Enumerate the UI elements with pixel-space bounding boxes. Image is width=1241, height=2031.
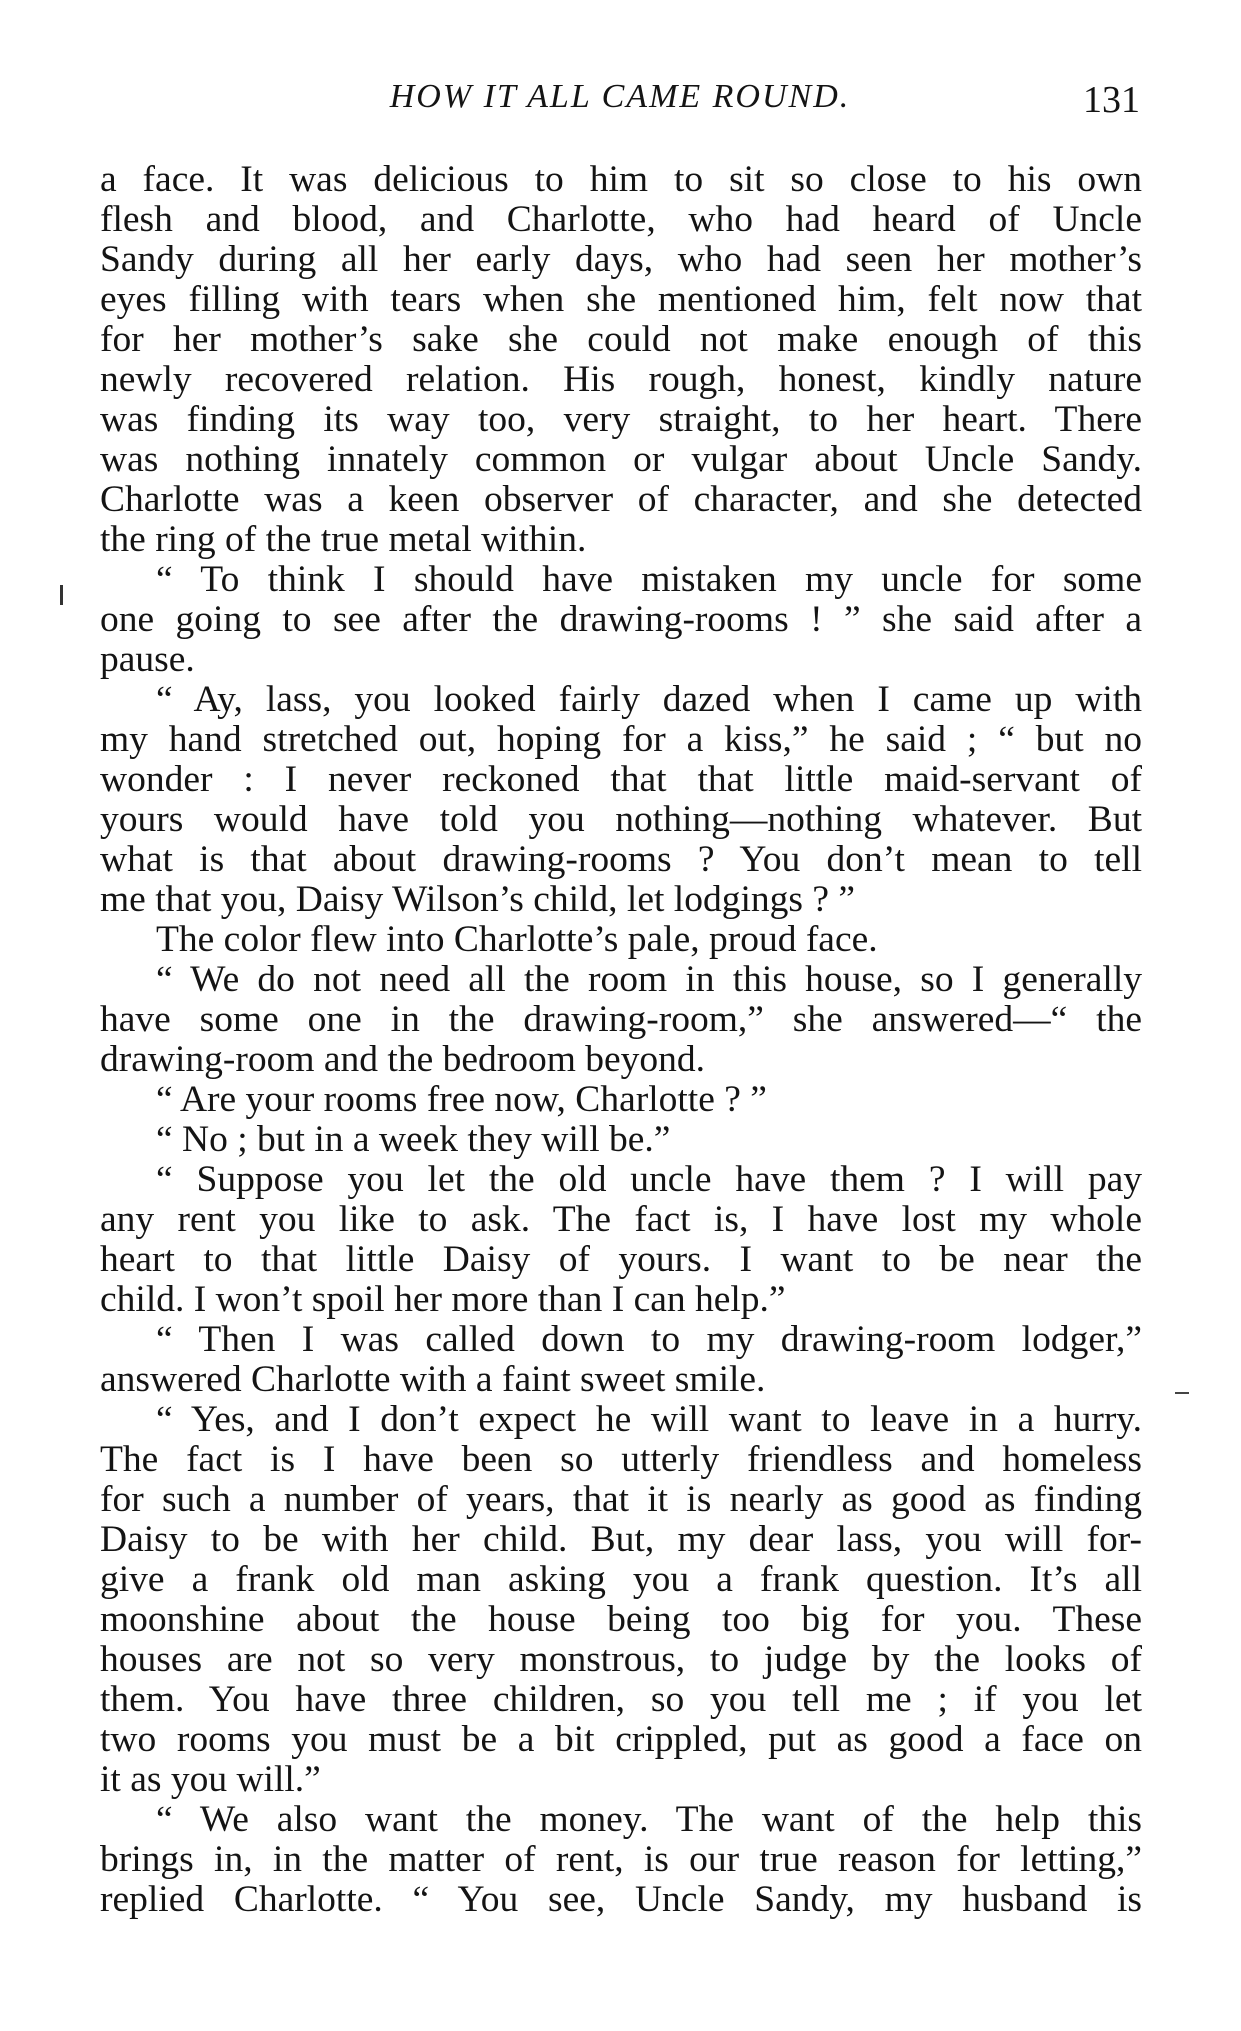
text-line: any rent you like to ask. The fact is, I have lost my whole: [100, 1199, 1142, 1240]
text-line: Sandy during all her early days, who had seen her mother’s: [100, 239, 1142, 280]
text-line: child. I won’t spoil her more than I can help.”: [100, 1279, 786, 1320]
body-text: [100, 160, 1142, 1920]
text-line: one going to see after the drawing-rooms ! ” she said after a: [100, 599, 1142, 640]
text-line: heart to that little Daisy of yours. I want to be near the: [100, 1239, 1142, 1280]
text-line: “ We do not need all the room in this house, so I generally: [156, 959, 1142, 1000]
text-line: “ No ; but in a week they will be.”: [156, 1119, 671, 1160]
margin-mark: [1175, 1392, 1189, 1394]
text-line: newly recovered relation. His rough, honest, kindly nature: [100, 359, 1142, 400]
text-line: Daisy to be with her child. But, my dear lass, you will for-: [100, 1519, 1142, 1560]
text-line: moonshine about the house being too big for you. These: [100, 1599, 1142, 1640]
text-line: the ring of the true metal within.: [100, 519, 587, 560]
text-line: what is that about drawing-rooms ? You don’t mean to tell: [100, 839, 1142, 880]
text-line: them. You have three children, so you tell me ; if you let: [100, 1679, 1142, 1720]
text-line: brings in, in the matter of rent, is our true reason for letting,”: [100, 1839, 1142, 1880]
text-line: “ We also want the money. The want of the help this: [156, 1799, 1142, 1840]
running-head: HOW IT ALL CAME ROUND.: [389, 78, 851, 115]
text-line: replied Charlotte. “ You see, Uncle Sandy, my husband is: [100, 1879, 1142, 1920]
text-line: “ Then I was called down to my drawing-room lodger,”: [156, 1319, 1142, 1360]
text-line: “ Are your rooms free now, Charlotte ? ”: [156, 1079, 767, 1120]
text-line: pause.: [100, 639, 195, 680]
page-header: [100, 78, 1140, 130]
text-line: give a frank old man asking you a frank question. It’s all: [100, 1559, 1142, 1600]
text-line: houses are not so very monstrous, to judge by the looks of: [100, 1639, 1142, 1680]
text-line: for her mother’s sake she could not make enough of this: [100, 319, 1142, 360]
text-line: The fact is I have been so utterly friendless and homeless: [100, 1439, 1142, 1480]
text-line: was nothing innately common or vulgar about Uncle Sandy.: [100, 439, 1142, 480]
text-line: “ Yes, and I don’t expect he will want to leave in a hurry.: [156, 1399, 1142, 1440]
text-line: two rooms you must be a bit crippled, put as good a face on: [100, 1719, 1142, 1760]
text-line: me that you, Daisy Wilson’s child, let lodgings ? ”: [100, 879, 855, 920]
text-line: my hand stretched out, hoping for a kiss,” he said ; “ but no: [100, 719, 1142, 760]
text-line: yours would have told you nothing—nothing whatever. But: [100, 799, 1142, 840]
text-line: have some one in the drawing-room,” she answered—“ the: [100, 999, 1142, 1040]
text-line: drawing-room and the bedroom beyond.: [100, 1039, 706, 1080]
margin-mark: [60, 585, 63, 605]
text-line: “ To think I should have mistaken my uncle for some: [156, 559, 1142, 600]
text-line: was finding its way too, very straight, to her heart. There: [100, 399, 1142, 440]
text-line: a face. It was delicious to him to sit so close to his own: [100, 159, 1142, 200]
text-line: “ Ay, lass, you looked fairly dazed when I came up with: [156, 679, 1142, 720]
text-line: for such a number of years, that it is nearly as good as finding: [100, 1479, 1142, 1520]
text-line: wonder : I never reckoned that that little maid-servant of: [100, 759, 1142, 800]
text-line: “ Suppose you let the old uncle have them ? I will pay: [156, 1159, 1142, 1200]
text-line: eyes filling with tears when she mentioned him, felt now that: [100, 279, 1142, 320]
text-line: The color flew into Charlotte’s pale, proud face.: [156, 919, 878, 960]
text-line: answered Charlotte with a faint sweet smile.: [100, 1359, 766, 1400]
text-line: flesh and blood, and Charlotte, who had heard of Uncle: [100, 199, 1142, 240]
page-number: 131: [1083, 79, 1140, 121]
text-line: it as you will.”: [100, 1759, 321, 1800]
text-line: Charlotte was a keen observer of character, and she detected: [100, 479, 1142, 520]
